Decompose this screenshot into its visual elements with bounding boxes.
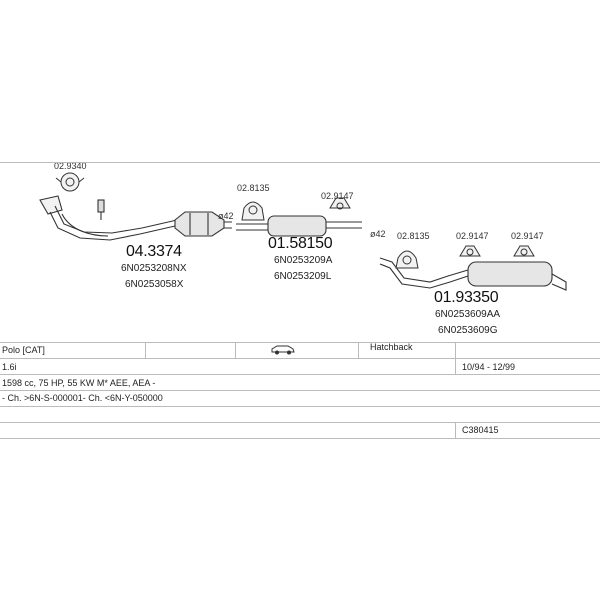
table-divider (145, 342, 146, 358)
part-clamp-label: 02.8135 (397, 231, 430, 241)
vehicle-model: Polo [CAT] (2, 345, 45, 355)
table-divider (235, 342, 236, 358)
clamp-icon (514, 246, 534, 256)
table-divider (455, 342, 456, 374)
rear-oe-number: 6N0253609G (438, 325, 498, 336)
table-divider (358, 342, 359, 358)
rear-oe-number: 6N0253609AA (435, 309, 501, 320)
catalog-reference: C380415 (462, 425, 499, 435)
table-row-border (0, 374, 600, 375)
vehicle-engine: 1.6i (2, 362, 17, 372)
vehicle-years: 10/94 - 12/99 (462, 362, 516, 372)
rear-part-code: 01.93350 (434, 289, 499, 306)
table-row-border (0, 390, 600, 391)
table-row-border (0, 438, 600, 439)
part-clamp-label: 02.9147 (321, 191, 354, 201)
part-clamp-label: 02.9147 (456, 231, 489, 241)
front-oe-number: 6N0253208NX (121, 263, 187, 274)
front-part-code: 04.3374 (126, 243, 182, 260)
part-clamp-label: 02.9340 (54, 161, 87, 171)
vehicle-chassis: - Ch. >6N-S-000001- Ch. <6N-Y-050000 (2, 393, 163, 403)
table-top-border (0, 162, 600, 163)
middle-part-code: 01.58150 (268, 235, 333, 252)
table-divider (455, 422, 456, 438)
vehicle-spec: 1598 cc, 75 HP, 55 KW M* AEE, AEA - (2, 378, 156, 388)
pipe-diameter-label: ø42 (218, 211, 234, 221)
table-row-border (0, 358, 600, 359)
car-icon (270, 343, 296, 357)
table-row-border (0, 342, 600, 343)
clamp-icon (242, 202, 264, 220)
vehicle-body-type: Hatchback (370, 342, 413, 352)
table-row-border (0, 422, 600, 423)
front-oe-number: 6N0253058X (125, 279, 184, 290)
front-pipe-drawing (40, 196, 232, 240)
table-row-border (0, 406, 600, 407)
middle-oe-number: 6N0253209A (274, 255, 333, 266)
part-clamp-label: 02.9147 (511, 231, 544, 241)
middle-oe-number: 6N0253209L (274, 271, 332, 282)
pipe-diameter-label: ø42 (370, 229, 386, 239)
clamp-icon (460, 246, 480, 256)
clamp-icon (56, 173, 84, 191)
clamp-icon (396, 251, 418, 268)
part-clamp-label: 02.8135 (237, 183, 270, 193)
